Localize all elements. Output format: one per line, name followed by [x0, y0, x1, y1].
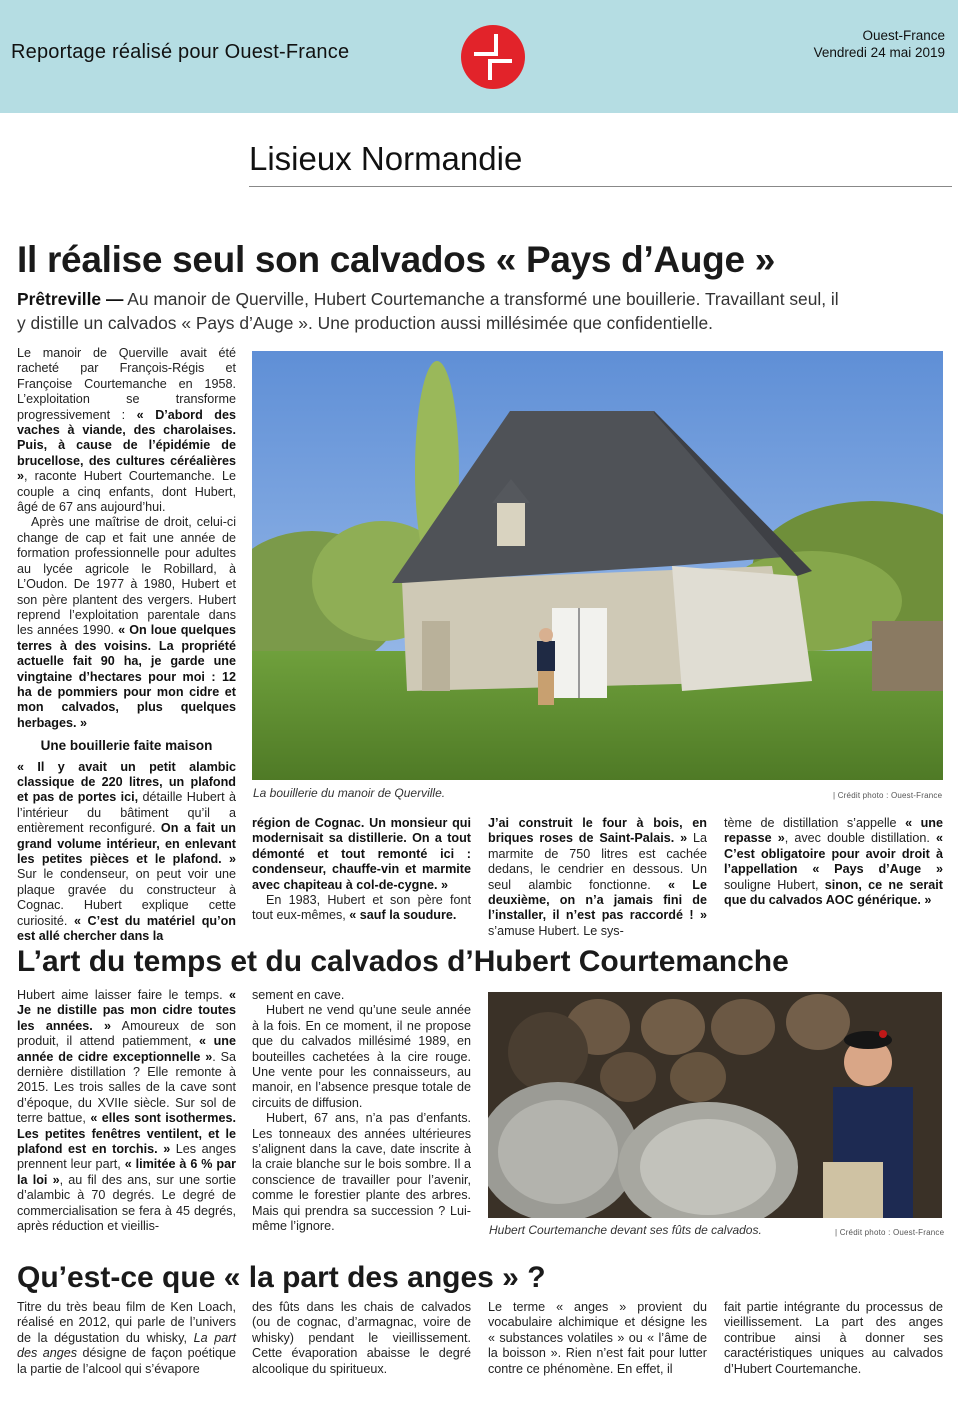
article-headline: Il réalise seul son calvados « Pays d’Auge »: [17, 239, 776, 280]
text-run: « D’abord des vaches à viande, des charolaises. Puis, à cause de l’épidémie de brucellose, des cultures céréalières »: [17, 407, 236, 484]
text-run: . Sa dernière distillation ? Elle remonte à 2015. Les trois salles de la cave sont d’époque, du XVIIe siècle. Sur sol de terre battue,: [17, 1049, 237, 1126]
column-text: [252, 988, 471, 1235]
paragraph: [724, 1300, 943, 1377]
text-run: s’amuse Hubert. Le sys-: [488, 923, 624, 938]
text-run: des fûts dans les chais de calvados (ou de cognac, d’armagnac, voire de whisky) pendant le vieillissement. Cette évaporation abaisse le degré alcoolique du spiritueux.: [252, 1300, 471, 1376]
article-lead: [17, 287, 847, 335]
text-run: « Il y avait un petit alambic classique de 220 litres, un plafond et pas de portes ici,: [17, 759, 236, 805]
article3-column-2: [252, 1300, 471, 1377]
paragraph: [252, 988, 471, 1003]
manor-photo: [252, 351, 943, 780]
paragraph: [488, 1300, 707, 1377]
banner-title: Reportage réalisé pour Ouest-France: [11, 41, 350, 63]
text-run: désigne de façon poétique la partie de l’alcool qui s’évapore: [17, 1346, 236, 1376]
text-run: « Le deuxième, on n’a jamais fini de l’installer, il n’est pas raccordé ! »: [488, 877, 707, 923]
paragraph: [17, 988, 236, 1235]
text-run: Amoureux de son produit, il attend patiemment,: [17, 1018, 236, 1049]
banner-edition: [814, 27, 945, 61]
column-text: [724, 816, 943, 908]
paragraph: [17, 760, 236, 945]
text-run: Le manoir de Querville avait été racheté par François-Régis et Françoise Courtemanche en 1958. L’exploitation se transforme progressivement :: [17, 346, 236, 422]
column-text: [252, 816, 471, 924]
barrels-photo: [488, 992, 942, 1218]
text-run: La marmite de 750 litres est cachée dedans, le cendrier en dessous. Un seul alambic fonctionne.: [488, 831, 707, 892]
text-run: « elles sont isothermes. Les petites fenêtres ventilent, et le plafond est en torchis. »: [17, 1111, 236, 1157]
column-text: [724, 1300, 943, 1377]
text-run: détaille Hubert à l’intérieur du bâtiment qu’il a entièrement reconfiguré.: [17, 790, 236, 836]
bouillerie-image: [252, 351, 943, 780]
text-run: « Je ne distille pas mon cidre toutes les années. »: [17, 988, 236, 1033]
text-run: sement en cave.: [252, 988, 345, 1002]
paragraph: [252, 816, 471, 893]
article2-headline: L’art du temps et du calvados d’Hubert Courtemanche: [17, 945, 789, 978]
column-text: [252, 1300, 471, 1377]
text-run: On a fait un grand volume intérieur, en enlevant les petites pièces et le plafond. »: [17, 821, 237, 866]
paragraph: [252, 1300, 471, 1377]
text-run: « sauf la soudure.: [349, 908, 457, 923]
column-text: [17, 988, 236, 1235]
article1-column-4: [724, 816, 943, 908]
text-run: « On loue quelques terres à des voisins. La propriété actuelle fait 90 ha, je garde une vingtaine d’hectares pour moi : 12 ha de pommiers pour mon cidre et mon calvados, plus quelques herbages. »: [17, 623, 236, 730]
ouest-france-logo-icon: [460, 24, 526, 90]
paragraph: [252, 1003, 471, 1111]
text-run: « limitée à 6 % par la loi »: [17, 1157, 236, 1187]
article1-column-2: [252, 816, 471, 924]
column-text: [17, 760, 236, 945]
text-run: Hubert aime laisser faire le temps.: [17, 988, 229, 1002]
paragraph: [724, 816, 943, 908]
dateline: Prêtreville —: [17, 289, 124, 309]
text-run: J’ai construit le four à bois, en briques roses de Saint-Palais. »: [488, 816, 707, 846]
rubric-divider: [249, 186, 952, 187]
text-run: « une année de cidre exceptionnelle »: [17, 1034, 236, 1064]
header-banner: [0, 0, 958, 113]
column-text: [17, 1300, 236, 1377]
subheading: Une bouillerie faite maison: [40, 738, 213, 754]
text-run: Hubert ne vend qu’une seule année à la fois. En ce moment, il ne propose que du calvados millésimé 1989, en bouteilles cachetées à la cire rouge. Une vente pour les connaisseurs, au manoir, en l’absence presque totale de circuits de diffusion.: [252, 1003, 471, 1110]
text-run: , avec double distillation.: [784, 831, 936, 846]
text-run: , au fil des ans, sur une sortie d’alambic à 70 degrés. Le degré de commercialisation se fera à 45 degrés, après réduction et vieillis-: [17, 1172, 236, 1234]
publication-date: Vendredi 24 mai 2019: [813, 45, 945, 60]
text-run: Les anges prennent leur part,: [17, 1142, 236, 1172]
text-run: région de Cognac. Un monsieur qui modernisait sa distillerie. On a tout démonté et tout remonté ici : condenseur, chauffe-vin et marmite avec chapiteau à col-de-cygne. »: [252, 816, 471, 892]
article1-column-3: [488, 816, 707, 939]
lead-text: Au manoir de Querville, Hubert Courtemanche a transformé une bouillerie. Travaillant seul, il y distille un calvados « Pays d’Auge ». Une production aussi millésimée que confidentielle.: [17, 289, 839, 333]
article2-column-1: [17, 988, 236, 1235]
paragraph: [488, 816, 707, 939]
paragraph: [17, 346, 236, 515]
text-run: Le terme « anges » provient du vocabulaire alchimique et désigne les « substances volatiles » ou « l’âme de la boisson ». Rien n’est fait pour lutter contre ce phénomène. En effet, il: [488, 1300, 707, 1376]
article2-column-2: [252, 988, 471, 1235]
text-run: La part des anges: [17, 1330, 236, 1361]
photo-credit-2: | Crédit photo : Ouest-France: [835, 1228, 945, 1237]
text-run: « C’est obligatoire pour avoir droit à l’appellation « Pays d’Auge »: [724, 831, 943, 877]
article3-headline: Qu’est-ce que « la part des anges » ?: [17, 1261, 546, 1294]
photo-caption-2: Hubert Courtemanche devant ses fûts de calvados.: [489, 1223, 762, 1237]
column-text: [488, 816, 707, 939]
text-run: Titre du très beau film de Ken Loach, réalisé en 2012, qui parle de l’univers de la dégustation du whisky,: [17, 1300, 236, 1345]
paper-name: Ouest-France: [862, 28, 945, 43]
text-run: Sur le condenseur, on peut voir une plaque gravée du constructeur à Cognac. Hubert explique cette curiosité.: [17, 867, 236, 928]
column-text: [17, 346, 236, 731]
paragraph: [17, 1300, 236, 1377]
article1-column-1: [17, 346, 236, 944]
article3-column-1: [17, 1300, 236, 1377]
photo-caption: La bouillerie du manoir de Querville.: [253, 786, 446, 800]
text-run: Hubert, 67 ans, n’a pas d’enfants. Les tonneaux des années ultérieures s’alignent dans la cave, date inscrite à la craie blanche sur le bois sombre. Il a conscience de travailler pour l’avenir, comme le forestier plante des arbres. Mais qui prendra sa succession ? Lui-même l’ignore.: [252, 1111, 471, 1234]
paragraph: [17, 515, 236, 731]
paragraph: [252, 1111, 471, 1234]
barrels-image: [488, 992, 942, 1218]
text-run: fait partie intégrante du processus de vieillissement. La part des anges contribue ainsi à donner ses caractéristiques uniques au calvados d’Hubert Courtemanche.: [724, 1300, 943, 1376]
section-rubric: Lisieux Normandie: [249, 140, 523, 177]
text-run: « C’est du matériel qu’on est allé chercher dans la: [17, 913, 236, 944]
text-run: Après une maîtrise de droit, celui-ci change de cap et fait une année de formation professionnelle pour adultes au lycée agricole le Robillard, à L’Oudon. De 1977 à 1980, Hubert et son père plantent des vergers. Hubert reprend l’exploitation parentale dans les années 1990.: [17, 515, 236, 638]
article3-column-4: [724, 1300, 943, 1377]
text-run: En 1983, Hubert et son père font tout eux-mêmes,: [252, 893, 471, 923]
text-run: « une repasse »: [724, 816, 943, 846]
text-run: tème de distillation s’appelle: [724, 816, 906, 830]
article3-column-3: [488, 1300, 707, 1377]
paragraph: [252, 893, 471, 924]
text-run: souligne Hubert,: [724, 877, 825, 892]
text-run: sinon, ce ne serait que du calvados AOC générique. »: [724, 877, 944, 908]
text-run: , raconte Hubert Courtemanche. Le couple a cinq enfants, dont Hubert, âgé de 67 ans aujourd’hui.: [17, 469, 236, 515]
column-text: [488, 1300, 707, 1377]
photo-credit: | Crédit photo : Ouest-France: [833, 791, 943, 800]
